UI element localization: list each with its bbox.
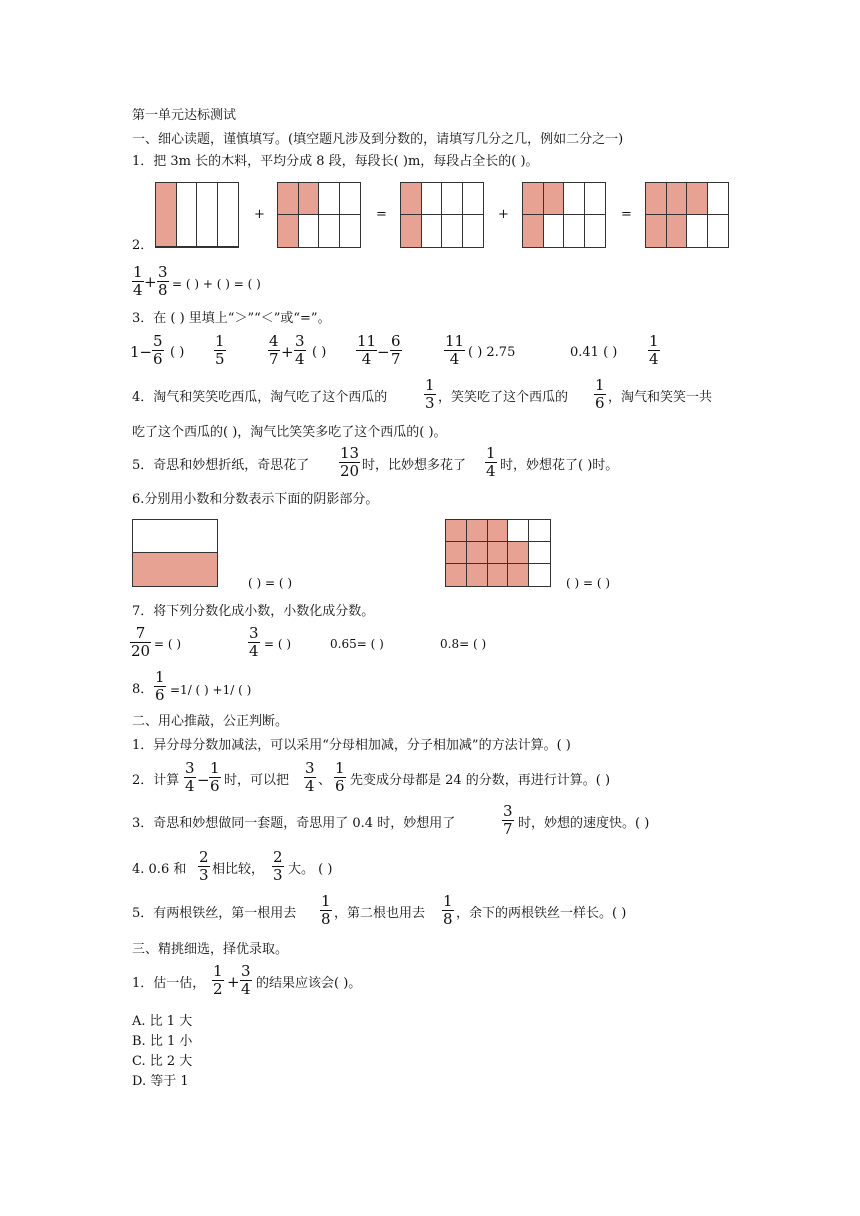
fraction: $\frac{1}{6}$	[595, 376, 605, 412]
question-1-4-line2: 吃了这个西瓜的( )，淘气比笑笑多吃了这个西瓜的( )。	[132, 425, 447, 440]
section-1-heading: 一、细心读题，谨慎填写。(填空题凡涉及到分数的，请填写几分之几，例如二分之一)	[132, 132, 624, 147]
fraction: $\frac{3}{8}$	[158, 263, 168, 299]
fraction-grid-3	[400, 182, 484, 248]
question-1-1: 1．把 3m 长的木料，平均分成 8 段，每段长( )m，每段占全长的( )。	[132, 154, 539, 169]
fraction: $\frac{1}{5}$	[215, 332, 225, 368]
page-title: 第一单元达标测试	[132, 108, 237, 123]
option-d: D. 等于 1	[132, 1074, 189, 1089]
question-1-7-answer: 0.65= ( )	[330, 637, 384, 651]
question-1-7-answer: 0.8= ( )	[440, 637, 487, 651]
fraction: $\frac{1}{6}$	[155, 668, 165, 704]
question-1-7-answer: = ( )	[264, 637, 292, 651]
question-1-3: 3．在 ( ) 里填上“＞”“＜”或“=”。	[132, 311, 331, 326]
question-2-5: 5．有两根铁丝，第一根用去	[132, 906, 297, 921]
fraction: $\frac{1}{4}$	[486, 444, 496, 480]
question-2-2-part: 先变成分母都是 24 的分数，再进行计算。( )	[350, 773, 611, 788]
equals-sign: =	[376, 207, 387, 222]
question-3-1-part: 的结果应该会( )。	[256, 976, 362, 991]
question-2-2-part: 时，可以把	[224, 773, 290, 788]
shaded-rectangle-1	[132, 519, 218, 587]
fraction: $\frac{1}{4}$	[649, 332, 659, 368]
option-c: C. 比 2 大	[132, 1054, 193, 1069]
fraction: $\frac{3}{4}$	[241, 962, 251, 998]
question-1-7-answer: = ( )	[154, 637, 182, 651]
question-1-4: 4．淘气和笑笑吃西瓜，淘气吃了这个西瓜的	[132, 390, 388, 405]
fraction: $\frac{3}{4}$	[305, 759, 315, 795]
section-2-heading: 二、用心推敲，公正判断。	[132, 714, 289, 729]
equals-sign: =	[621, 207, 632, 222]
question-1-8-number: 8．	[132, 682, 154, 697]
question-1-6-answer-2: ( ) = ( )	[566, 576, 611, 590]
question-2-2: 2．计算	[132, 773, 180, 788]
question-1-2-answer: = ( ) + ( ) = ( )	[172, 277, 261, 291]
option-a: A. 比 1 大	[132, 1014, 193, 1029]
question-1-4-part: ，淘气和笑笑一共	[608, 390, 713, 405]
compare-item: 0.41 ( )	[570, 345, 618, 360]
fraction-grid-5	[645, 182, 729, 248]
fraction: $\frac{1}{2}$	[213, 962, 223, 998]
question-2-3: 3．奇思和妙想做同一套题，奇思用了 0.4 时，妙想用了	[132, 816, 456, 831]
question-2-5-part: ，余下的两根铁丝一样长。( )	[456, 906, 627, 921]
fraction: $\frac{2}{3}$	[199, 848, 209, 884]
question-2-4-part: 大。 ( )	[288, 862, 333, 877]
plus-sign: +	[254, 207, 265, 222]
question-3-1: 1．估一估，	[132, 976, 206, 991]
question-1-5: 5．奇思和妙想折纸，奇思花了	[132, 458, 310, 473]
question-1-7: 7．将下列分数化成小数，小数化成分数。	[132, 604, 375, 619]
fraction: $\frac{3}{4}$	[295, 332, 305, 368]
shaded-grid-2	[445, 519, 551, 587]
fraction: $\frac{11}{4}$	[357, 332, 377, 368]
fraction: $\frac{1}{4}$	[133, 263, 143, 299]
question-1-8-answer: =1/ ( ) +1/ ( )	[170, 683, 252, 697]
plus-sign: +	[281, 343, 294, 361]
question-2-1: 1．异分母分数加减法，可以采用“分母相加减，分子相加减”的方法计算。( )	[132, 738, 571, 753]
fraction: $\frac{1}{8}$	[321, 892, 331, 928]
fraction-grid-1	[155, 182, 239, 248]
minus-sign: −	[197, 771, 210, 789]
question-1-6-answer-1: ( ) = ( )	[248, 576, 293, 590]
fraction: $\frac{1}{6}$	[335, 759, 345, 795]
compare-item: ( ) 2.75	[468, 345, 516, 360]
fraction: $\frac{1}{6}$	[210, 759, 220, 795]
fraction: $\frac{1}{3}$	[425, 376, 435, 412]
fraction: $\frac{7}{20}$	[131, 624, 151, 660]
fraction: $\frac{3}{4}$	[185, 759, 195, 795]
question-2-4-part: 相比较，	[212, 862, 265, 877]
fraction: $\frac{11}{4}$	[445, 332, 465, 368]
plus-sign: +	[498, 207, 509, 222]
question-1-5-part: 时，妙想花了( )时。	[500, 458, 619, 473]
question-1-2-number: 2．	[132, 238, 154, 253]
minus-sign: −	[377, 343, 390, 361]
question-2-5-part: ，第二根也用去	[334, 906, 426, 921]
fraction: $\frac{3}{4}$	[249, 624, 259, 660]
compare-blank[interactable]: ( )	[312, 345, 327, 360]
question-2-2-part: 、	[318, 773, 332, 788]
fraction: $\frac{13}{20}$	[340, 444, 360, 480]
one-minus: 1−	[130, 343, 153, 361]
option-b: B. 比 1 小	[132, 1034, 193, 1049]
fraction: $\frac{4}{7}$	[269, 332, 279, 368]
fraction: $\frac{5}{6}$	[153, 332, 163, 368]
question-2-4: 4. 0.6 和	[132, 862, 187, 877]
fraction-grid-2	[277, 182, 361, 248]
question-2-3-part: 时，妙想的速度快。( )	[518, 816, 650, 831]
fraction: $\frac{1}{8}$	[443, 892, 453, 928]
fraction: $\frac{6}{7}$	[391, 332, 401, 368]
fraction: $\frac{2}{3}$	[273, 848, 283, 884]
question-1-6: 6.分别用小数和分数表示下面的阴影部分。	[132, 492, 379, 507]
plus-sign: +	[144, 273, 157, 291]
section-3-heading: 三、精挑细选，择优录取。	[132, 942, 289, 957]
fraction: $\frac{3}{7}$	[503, 802, 513, 838]
fraction-grid-4	[522, 182, 606, 248]
compare-blank[interactable]: ( )	[170, 345, 185, 360]
plus-sign: +	[227, 973, 240, 991]
question-1-4-part: ，笑笑吃了这个西瓜的	[438, 390, 569, 405]
question-1-5-part: 时，比妙想多花了	[362, 458, 467, 473]
